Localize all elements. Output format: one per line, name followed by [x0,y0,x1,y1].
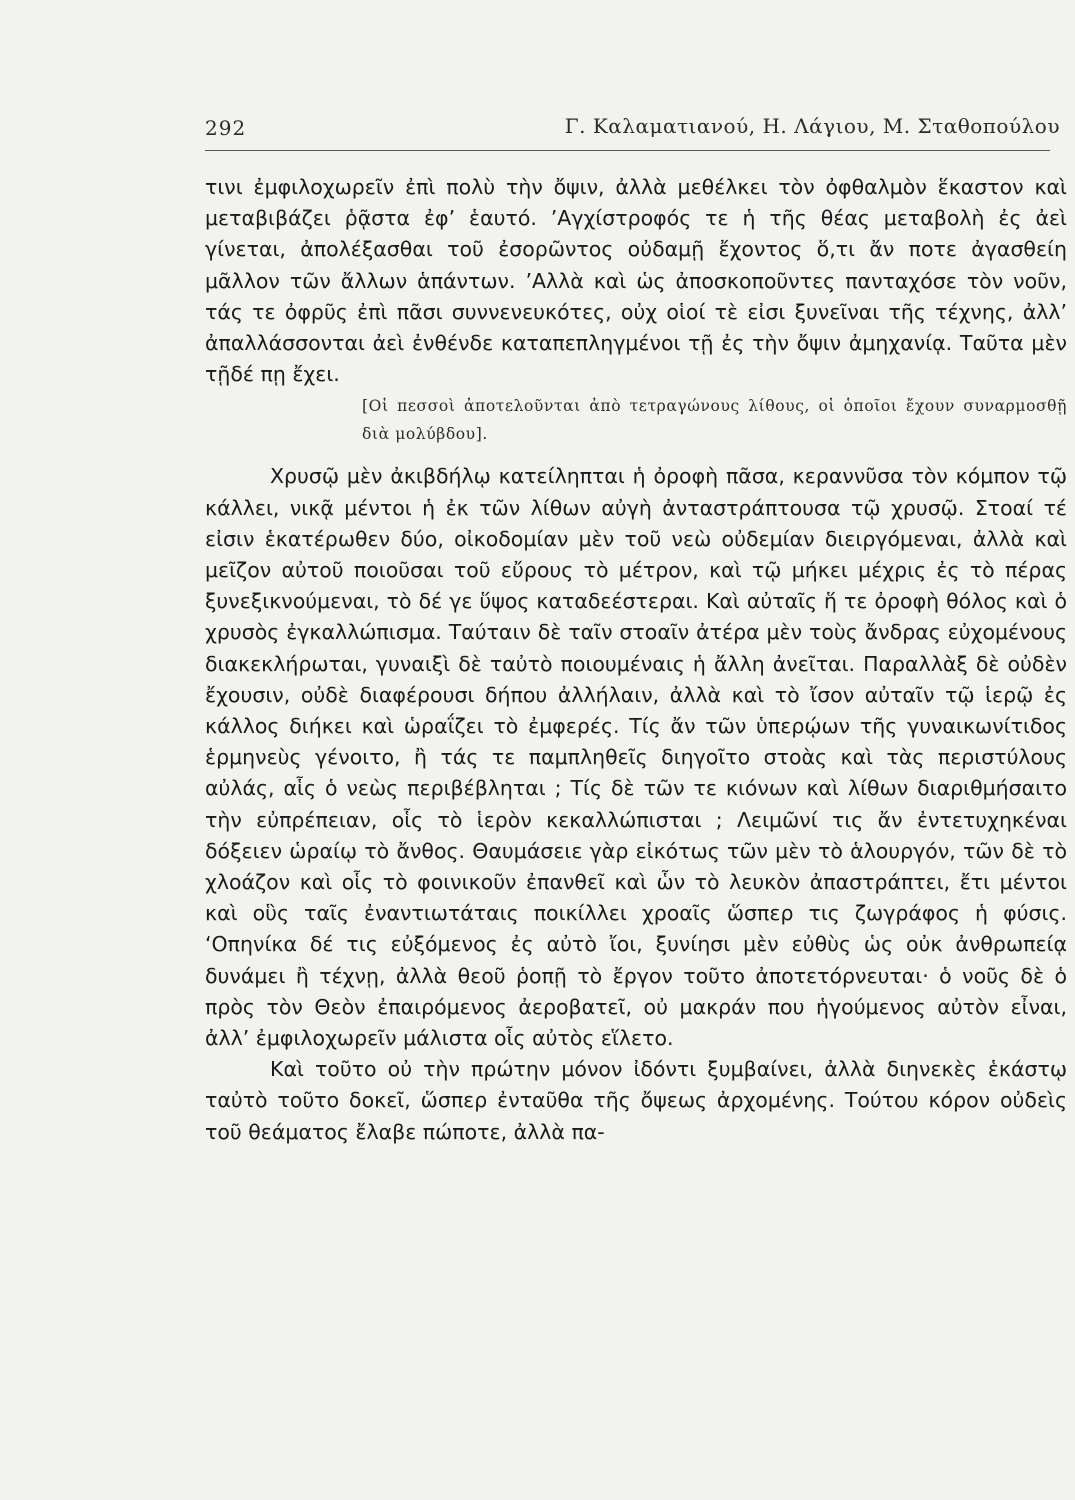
paragraph-continuation: τινι ἐμφιλοχωρεῖν ἐπὶ πολὺ τὴν ὄψιν, ἀλλὰ μεθέλκει τὸν ὀφθαλμὸν ἕκαστον καὶ μεταβιβάζει ῥᾷστα ἐφ’ ἑαυτό. ’Αγχίστροφός τε ἡ τῆς θέας μεταβολὴ ἐς ἀεὶ γίνεται, ἀπολέξασθαι τοῦ ἐσορῶντος οὐδαμῇ ἔχοντος ὅ,τι ἄν ποτε ἀγασθείη μᾶλλον τῶν ἄλλων ἁπάντων. ’Αλλὰ καὶ ὡς ἀποσκοποῦντες πανταχόσε τὸν νοῦν, τάς τε ὀφρῦς ἐπὶ πᾶσι συννενευκότες, οὐχ οἱοί τὲ εἰσι ξυνεῖναι τῆς τέχνης, ἀλλ’ ἀπαλλάσσονται ἀεὶ ἐνθένδε καταπεπληγμένοι τῇ ἐς τὴν ὄψιν ἀμηχανίᾳ. Ταῦτα μὲν τῇδέ πῃ ἔχει. [205,175,1067,387]
paragraph-continuous-view: Καὶ τοῦτο οὐ τὴν πρώτην μόνον ἰδόντι ξυμβαίνει, ἀλλὰ διηνεκὲς ἑκάστῳ ταὐτὸ τοῦτο δοκεῖ, ὥσπερ ἐνταῦθα τῆς ὄψεως ἀρχομένης. Τούτου κόρον οὐδεὶς τοῦ θεάματος ἔλαβε πώποτε, ἀλλὰ πα- [205,1057,1067,1144]
header-rule [205,150,1050,151]
editorial-note: [Οἱ πεσσοὶ ἀποτελοῦνται ἀπὸ τετραγώνους λίθους, οἱ ὁποῖοι ἔχουν συναρμοσθῇ διὰ μολύβδου]. [362,397,1067,444]
running-head-authors: Γ. Καλαματιανού, Η. Λάγιου, Μ. Σταθοπούλου [564,114,1060,138]
paragraph-gold-ceiling: Χρυσῷ μὲν ἀκιβδήλῳ κατείληπται ἡ ὀροφὴ πᾶσα, κεραννῦσα τὸν κόμπον τῷ κάλλει, νικᾷ μέντοι ἡ ἐκ τῶν λίθων αὐγὴ ἀνταστράπτουσα τῷ χρυσῷ. Στοαί τέ εἰσιν ἑκατέρωθεν δύο, οἰκοδομίαν μὲν τοῦ νεὼ οὐδεμίαν διειργόμεναι, ἀλλὰ καὶ μεῖζον αὐτοῦ ποιοῦσαι τοῦ εὔρους τὸ μέτρον, καὶ τῷ μήκει μέχρις ἐς τὸ πέρας ξυνεξικνούμεναι, τὸ δέ γε ὕψος καταδεέστεραι. Καὶ αὐταῖς ἥ τε ὀροφὴ θόλος καὶ ὁ χρυσὸς ἐγκαλλώπισμα. Ταύταιν δὲ ταῖν στοαῖν ἀτέρα μὲν τοὺς ἄνδρας εὐχομένους διακεκλήρωται, γυναιξὶ δὲ ταὐτὸ ποιουμέναις ἡ ἄλλη ἀνεῖται. Παραλλὰξ δὲ οὐδὲν ἔχουσιν, οὐδὲ διαφέρουσι δήπου ἀλλήλαιν, ἀλλὰ καὶ τὸ ἴσον αὐταῖν τῷ ἱερῷ ἐς κάλλος διήκει καὶ ὡραΐζει τὸ ἐμφερές. Τίς ἄν τῶν ὑπερῴων τῆς γυναικωνίτιδος ἑρμηνεὺς γένοιτο, ἢ τάς τε παμπληθεῖς διηγοῖτο στοὰς καὶ τὰς περιστύλους αὐλάς, αἷς ὁ νεὼς περιβέβληται ; Τίς δὲ τῶν τε κιόνων καὶ λίθων διαριθμήσαιτο τὴν εὐπρέπειαν, οἷς τὸ ἱερὸν κεκαλλώπισται ; Λειμῶνί τις ἄν ἐντετυχηκέναι δόξειεν ὡραίῳ τὸ ἄνθος. Θαυμάσειε γὰρ εἰκότως τῶν μὲν τὸ ἁλουργόν, τῶν δὲ τὸ χλοάζον καὶ οἷς τὸ φοινικοῦν ἐπανθεῖ καὶ ὧν τὸ λευκὸν ἀπαστράπτει, ἔτι μέντοι καὶ οὓς ταῖς ἐναντιωτάταις ποικίλλει χροαῖς ὥσπερ τις ζωγράφος ἡ φύσις. ‘Οπηνίκα δέ τις εὐξόμενος ἐς αὐτὸ ἴοι, ξυνίησι μὲν εὐθὺς ὡς οὐκ ἀνθρωπείᾳ δυνάμει ἢ τέχνῃ, ἀλλὰ θεοῦ ῥοπῇ τὸ ἔργον τοῦτο ἀποτετόρνευται· ὁ νοῦς δὲ ὁ πρὸς τὸν Θεὸν ἐπαιρόμενος ἀεροβατεῖ, οὐ μακράν που ἡγούμενος αὐτὸν εἶναι, ἀλλ’ ἐμφιλοχωρεῖν μάλιστα οἷς αὐτὸς εἵλετο. [205,464,1067,1051]
page-number: 292 [205,116,247,140]
running-head [205,112,1070,148]
main-text [205,172,1067,1148]
